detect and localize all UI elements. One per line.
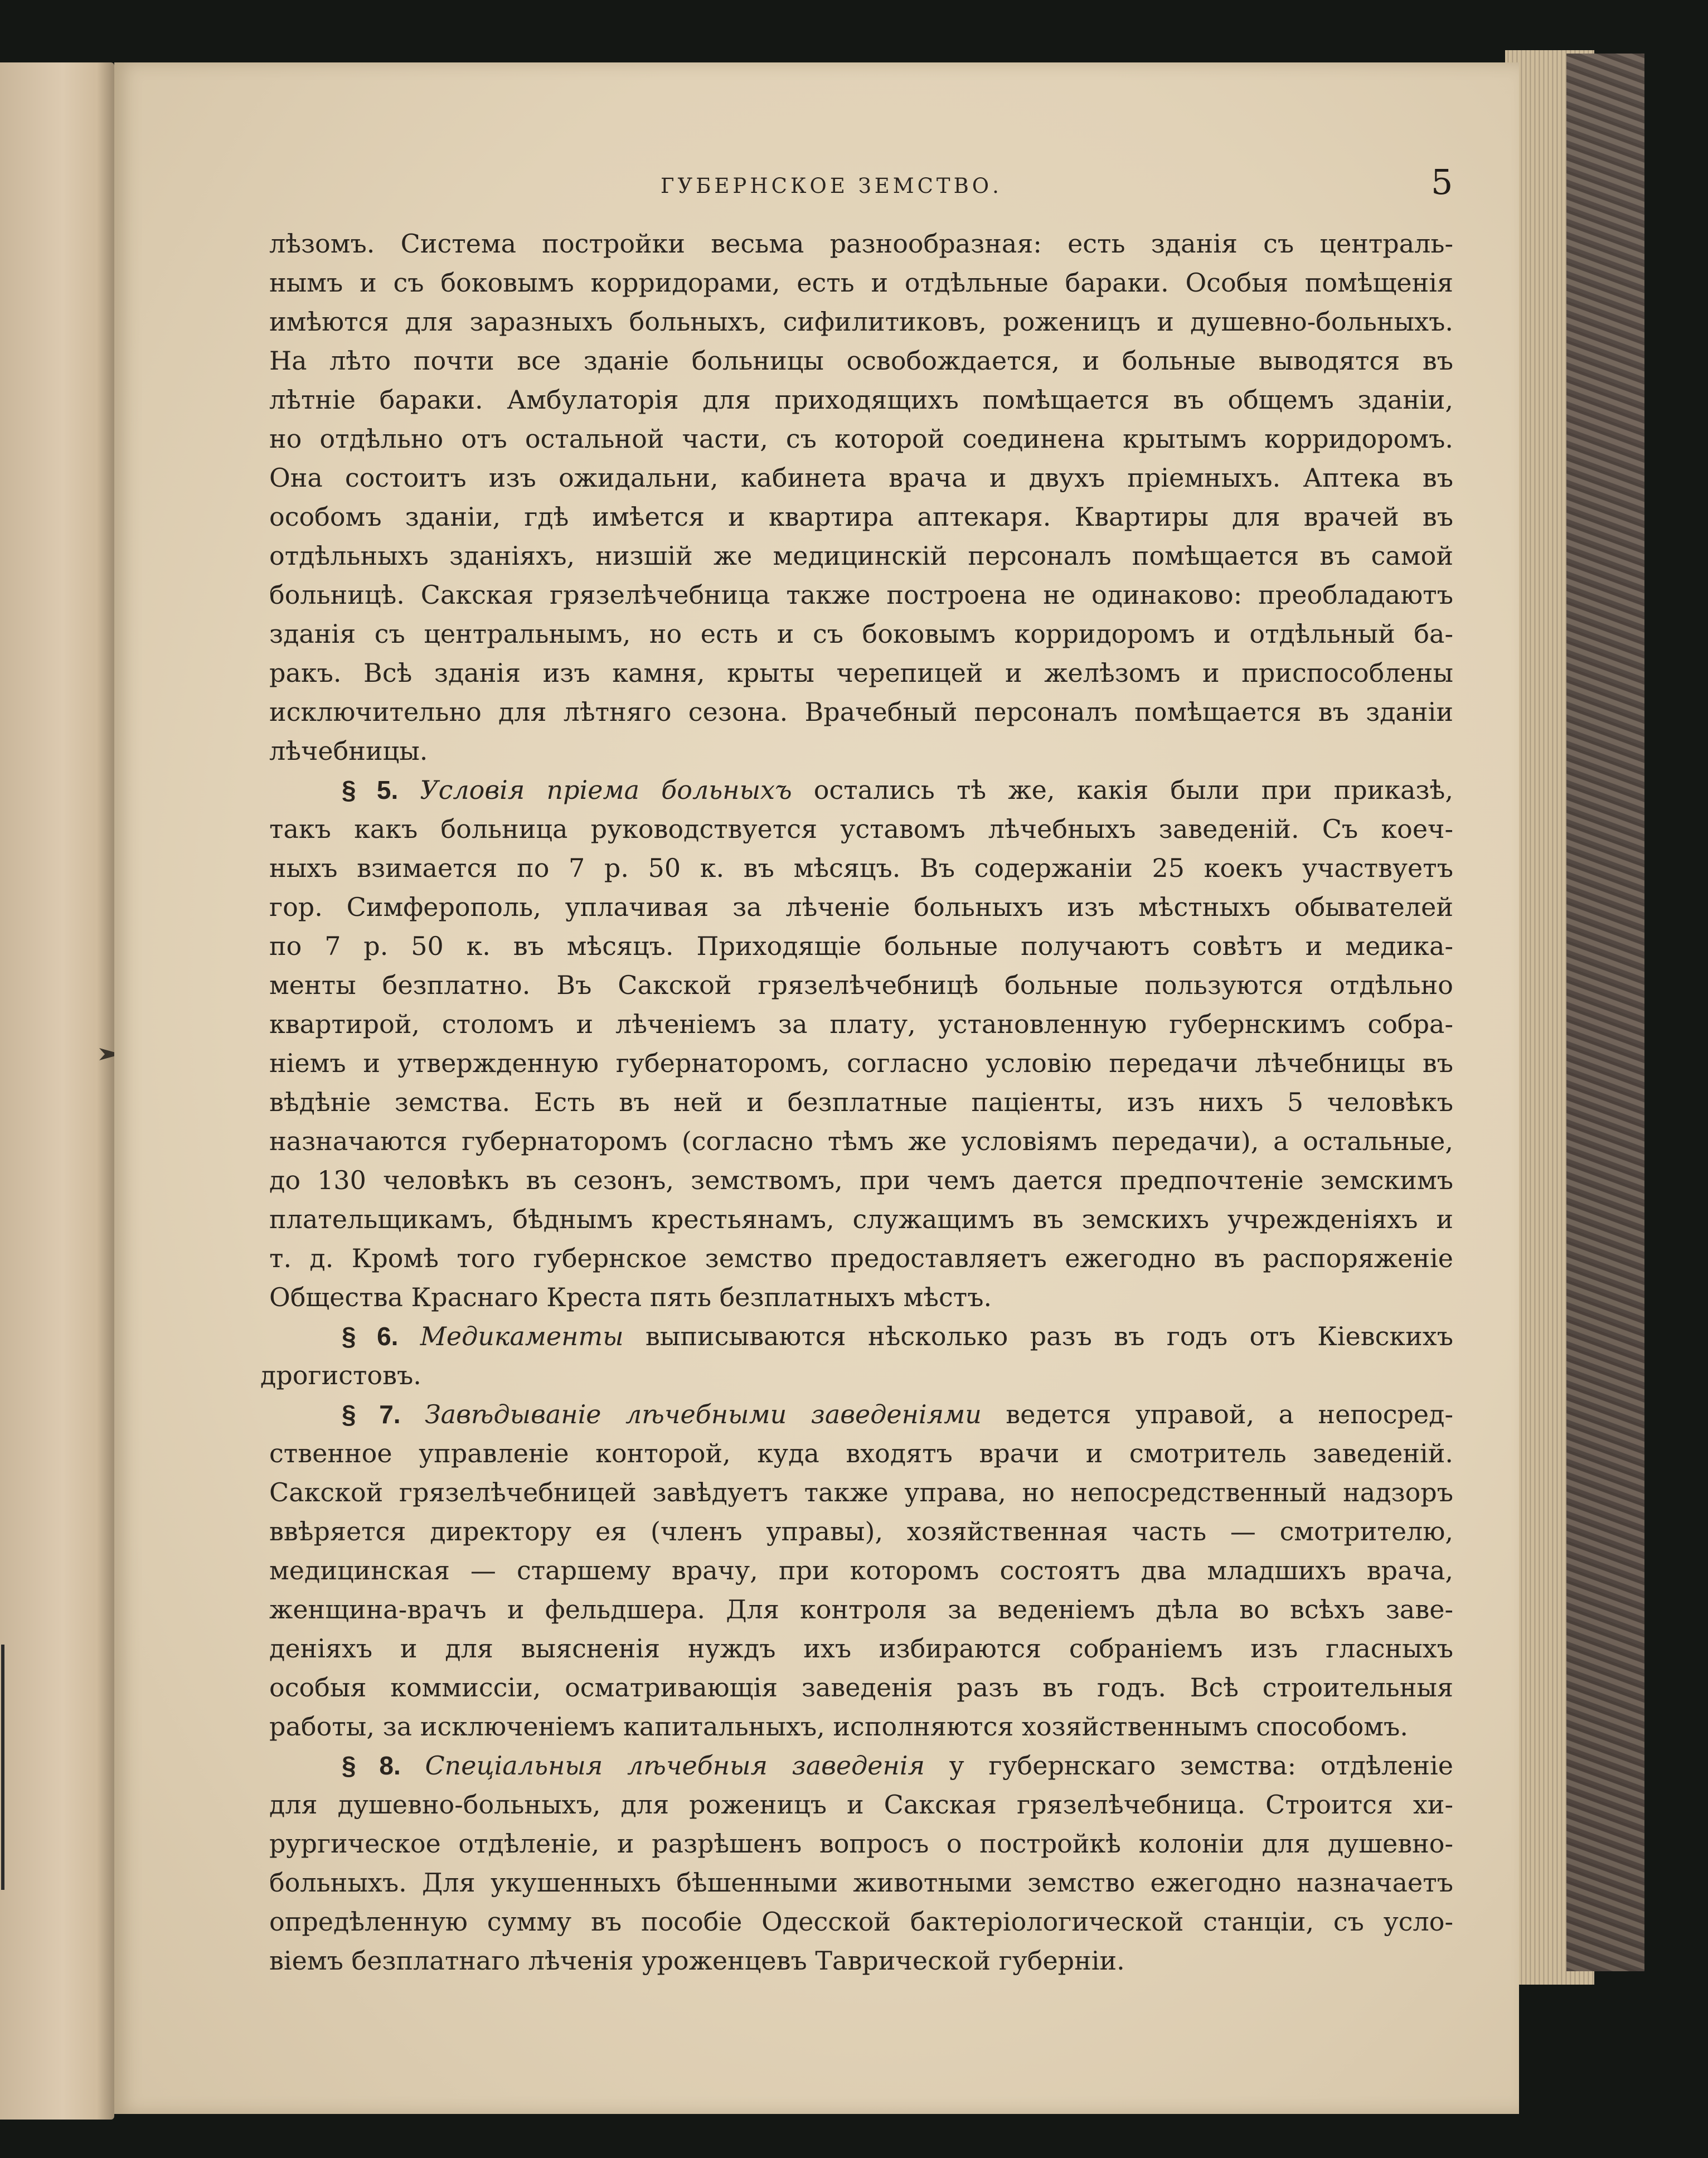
previous-page-edge xyxy=(0,62,114,2120)
section-6-heading-line xyxy=(269,1317,1453,1356)
text-line: деніяхъ и для выясненія нуждъ ихъ избираются собраніемъ изъ гласныхъ xyxy=(269,1633,1453,1664)
section-title: Завѣдываніе лѣчебными заведеніями xyxy=(425,1399,982,1429)
running-head: ГУБЕРНСКОЕ ЗЕМСТВО. xyxy=(661,174,1002,198)
text-line: но отдѣльно отъ остальной части, съ которой соединена крытымъ корридоромъ. xyxy=(269,424,1453,454)
binding-strip xyxy=(1,1645,4,1890)
text-line: квартирой, столомъ и лѣченіемъ за плату, установленную губернскимъ собра- xyxy=(269,1009,1453,1039)
text-line: больницѣ. Сакская грязелѣчебница также построена не одинаково: преобладаютъ xyxy=(269,580,1453,610)
text-line: дрогистовъ. xyxy=(260,1360,421,1390)
text-line: менты безплатно. Въ Сакской грязелѣчебницѣ больные пользуются отдѣльно xyxy=(269,970,1453,1000)
text-line: вѣдѣніе земства. Есть въ ней и безплатные паціенты, изъ нихъ 5 человѣкъ xyxy=(269,1087,1453,1117)
text-line: до 130 человѣкъ въ сезонъ, земствомъ, при чемъ дается предпочтеніе земскимъ xyxy=(269,1165,1453,1195)
text-line: зданія съ центральнымъ, но есть и съ боковымъ корридоромъ и отдѣльный ба- xyxy=(269,619,1453,649)
text-line: имѣются для заразныхъ больныхъ, сифилитиковъ, роженицъ и душевно-больныхъ. xyxy=(269,307,1453,337)
text-line: лѣчебницы. xyxy=(269,736,428,766)
text-line: ввѣряется директору ея (членъ управы), хозяйственная часть — смотрителю, xyxy=(269,1516,1453,1546)
section-mark: § 5. xyxy=(342,775,399,804)
text-line: для душевно-больныхъ, для роженицъ и Сакская грязелѣчебница. Строится хи- xyxy=(269,1790,1453,1820)
section-mark: § 7. xyxy=(342,1400,401,1429)
marbled-cover-edge xyxy=(1566,54,1644,1971)
text-line: віемъ безплатнаго лѣченія уроженцевъ Таврической губерніи. xyxy=(269,1946,1125,1976)
text-line: плательщикамъ, бѣднымъ крестьянамъ, служащимъ въ земскихъ учрежденіяхъ и xyxy=(269,1204,1453,1234)
text-line: рургическое отдѣленіе, и разрѣшенъ вопросъ о постройкѣ колоніи для душевно- xyxy=(269,1829,1453,1859)
text-line: отдѣльныхъ зданіяхъ, низшій же медицинскій персоналъ помѣщается въ самой xyxy=(269,541,1453,571)
section-text: остались тѣ же, какія были при приказѣ, xyxy=(792,775,1454,805)
section-mark: § 8. xyxy=(342,1751,401,1780)
section-title: Медикаменты xyxy=(420,1321,624,1351)
text-line: гор. Симферополь, уплачивая за лѣченіе больныхъ изъ мѣстныхъ обывателей xyxy=(269,892,1453,922)
text-line: лѣзомъ. Система постройки весьма разнообразная: есть зданія съ централь- xyxy=(269,229,1453,259)
section-text: у губернскаго земства: отдѣленіе xyxy=(924,1750,1453,1781)
text-line: Она состоитъ изъ ожидальни, кабинета врача и двухъ пріемныхъ. Аптека въ xyxy=(269,463,1453,493)
text-line: работы, за исключеніемъ капитальныхъ, исполняются хозяйственнымъ способомъ. xyxy=(269,1711,1408,1742)
text-line: по 7 р. 50 к. въ мѣсяцъ. Приходящіе больные получаютъ совѣтъ и медика- xyxy=(269,931,1453,961)
book-page xyxy=(114,62,1519,2114)
section-text: выписываются нѣсколько разъ въ годъ отъ Кіевскихъ xyxy=(623,1321,1453,1351)
text-line: больныхъ. Для укушенныхъ бѣшенными животными земство ежегодно назначаетъ xyxy=(269,1868,1453,1898)
text-line: особыя коммиссіи, осматривающія заведенія разъ въ годъ. Всѣ строительныя xyxy=(269,1672,1453,1703)
text-line: На лѣто почти все зданіе больницы освобождается, и больные выводятся въ xyxy=(269,346,1453,376)
page-number: 5 xyxy=(1431,162,1453,202)
text-line: лѣтніе бараки. Амбулаторія для приходящихъ помѣщается въ общемъ зданіи, xyxy=(269,385,1453,415)
text-line: ніемъ и утвержденную губернаторомъ, согласно условію передачи лѣчебницы въ xyxy=(269,1048,1453,1078)
section-5-heading-line xyxy=(269,770,1453,809)
text-line: ракъ. Всѣ зданія изъ камня, крыты черепицей и желѣзомъ и приспособлены xyxy=(269,658,1453,688)
text-line: Сакской грязелѣчебницей завѣдуетъ также управа, но непосредственный надзоръ xyxy=(269,1477,1453,1507)
text-line: медицинская — старшему врачу, при которомъ состоятъ два младшихъ врача, xyxy=(269,1555,1453,1585)
section-8-heading-line xyxy=(269,1746,1453,1785)
text-line: Общества Краснаго Креста пять безплатныхъ мѣстъ. xyxy=(269,1282,992,1312)
section-text: ведется управой, а непосред- xyxy=(981,1399,1453,1429)
section-7-heading-line xyxy=(269,1395,1453,1434)
text-line: ственное управленіе конторой, куда входятъ врачи и смотритель заведеній. xyxy=(269,1438,1453,1468)
text-line: особомъ зданіи, гдѣ имѣется и квартира аптекаря. Квартиры для врачей въ xyxy=(269,502,1453,532)
text-line: назначаются губернаторомъ (согласно тѣмъ же условіямъ передачи), а остальные, xyxy=(269,1126,1453,1156)
text-line: исключительно для лѣтняго сезона. Врачебный персоналъ помѣщается въ зданіи xyxy=(269,697,1453,727)
text-line: женщина-врачъ и фельдшера. Для контроля за веденіемъ дѣла во всѣхъ заве- xyxy=(269,1594,1453,1624)
text-line: такъ какъ больница руководствуется уставомъ лѣчебныхъ заведеній. Съ коеч- xyxy=(269,814,1453,844)
section-title: Спеціальныя лѣчебныя заведенія xyxy=(425,1750,925,1781)
section-mark: § 6. xyxy=(342,1322,399,1351)
section-title: Условія пріема больныхъ xyxy=(420,775,792,805)
text-line: ныхъ взимается по 7 р. 50 к. въ мѣсяцъ. Въ содержаніи 25 коекъ участвуетъ xyxy=(269,853,1453,883)
text-line: опредѣленную сумму въ пособіе Одесской бактеріологической станціи, съ усло- xyxy=(269,1907,1453,1937)
text-line: т. д. Кромѣ того губернское земство предоставляетъ ежегодно въ распоряженіе xyxy=(269,1243,1453,1273)
text-line: нымъ и съ боковымъ корридорами, есть и отдѣльные бараки. Особыя помѣщенія xyxy=(269,268,1453,298)
